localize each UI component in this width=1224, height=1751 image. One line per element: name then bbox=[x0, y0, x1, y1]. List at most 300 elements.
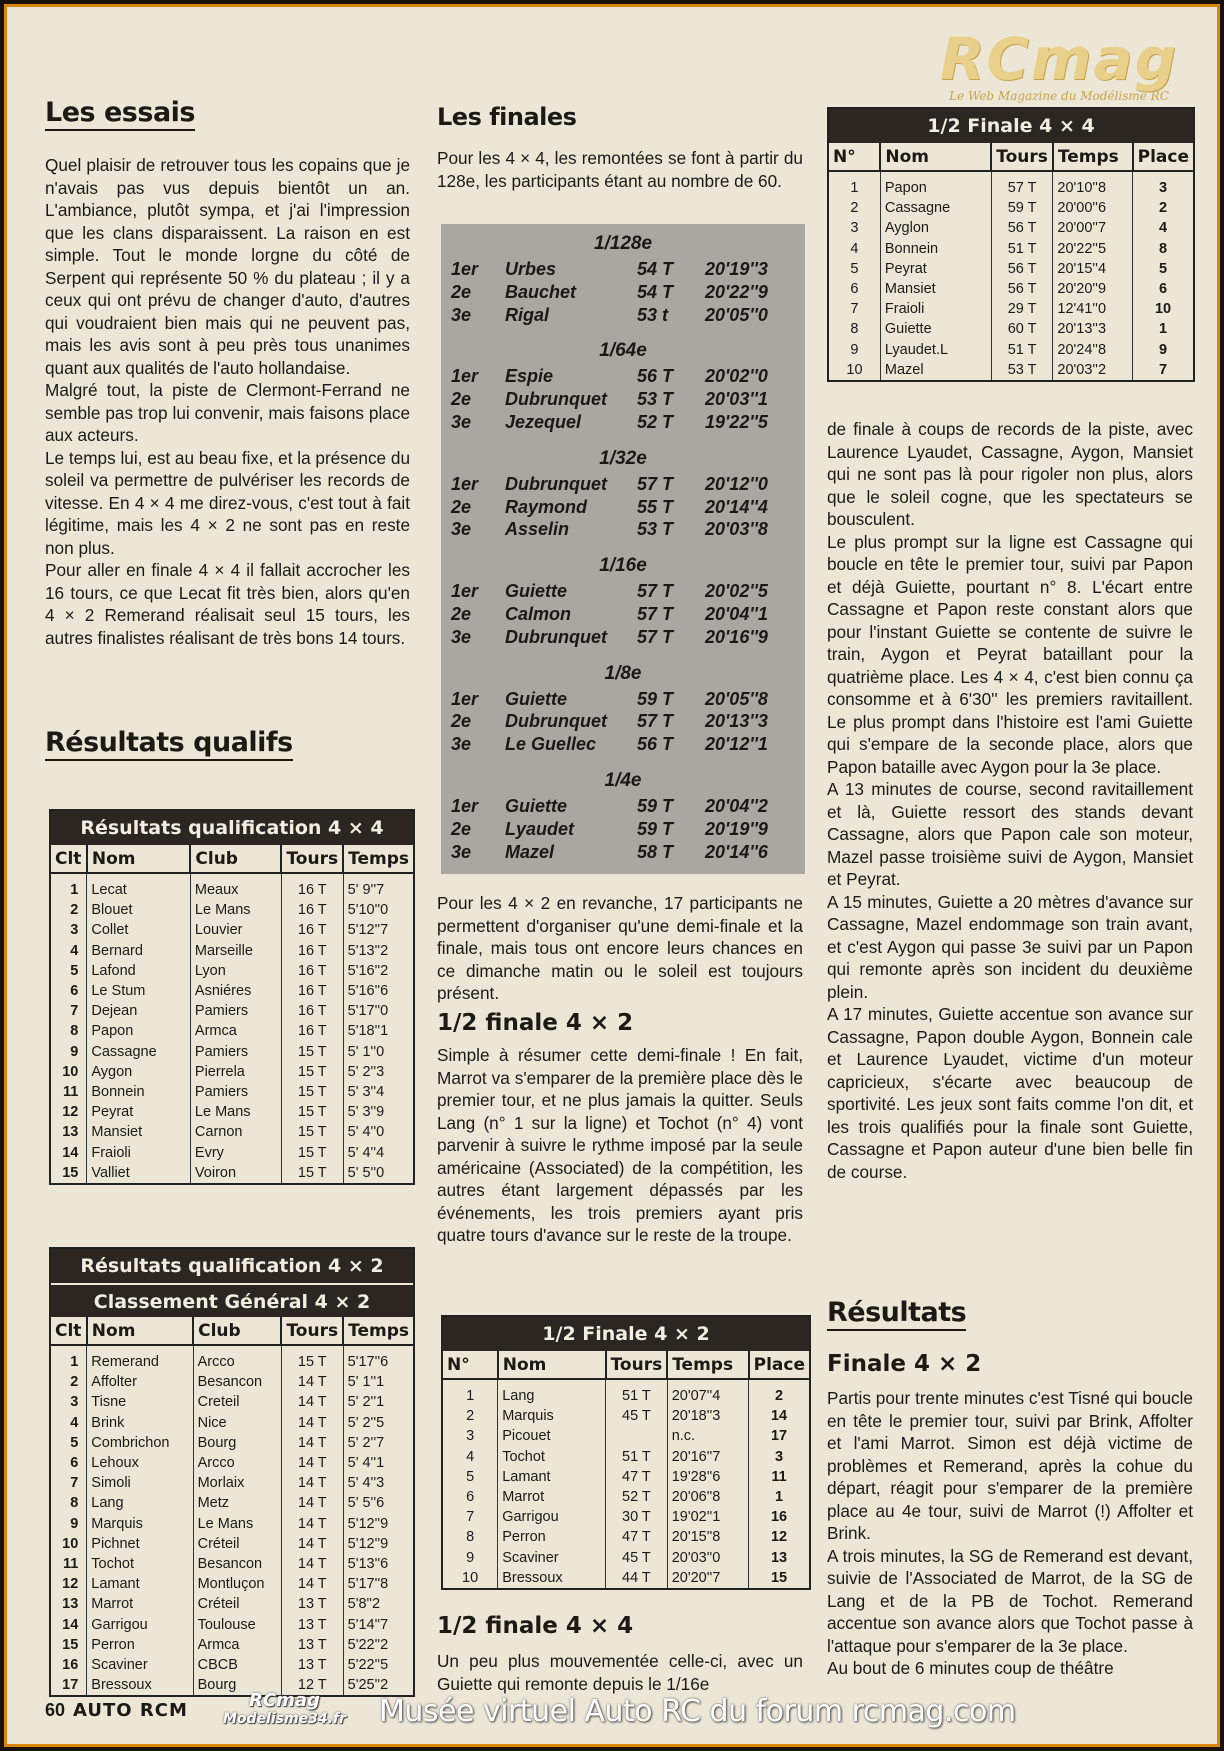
table-cell: 8 bbox=[51, 1021, 87, 1041]
col-tours: Tours bbox=[991, 143, 1053, 171]
table-cell: 3 bbox=[1159, 180, 1168, 196]
table-row bbox=[51, 1473, 413, 1493]
table-row bbox=[443, 1487, 809, 1507]
table-cell: 5'17''6 bbox=[347, 1354, 389, 1370]
round-laps: 57 T bbox=[637, 711, 674, 732]
essais-p1: Quel plaisir de retrouver tous les copains que je n'avais pas vus depuis bientôt un an. L'ambiance, plutôt sympa, et j'ai l'impression que les clans disparaissent. La raison en est simple. Tout le monde lorgne du côté de Serpent qui représente 50 % du plateau ; il y a ceux qui ont prévu de changer d'auto, d'autres qui voudraient bien mais qui ne peuvent pas, mais les avis sont à peu près tous unanimes quant aux qualités de l'auto hollandaise. bbox=[45, 155, 410, 378]
table-cell: Lehoux bbox=[87, 1453, 193, 1473]
table-cell: Papon bbox=[880, 171, 991, 198]
results-title: Résultats bbox=[827, 1297, 966, 1331]
table-cell: 12 bbox=[770, 1529, 788, 1546]
table-row bbox=[829, 319, 1193, 339]
table-cell: Bonnein bbox=[87, 1082, 191, 1102]
round-name: Le Guellec bbox=[505, 734, 597, 755]
page-number-line bbox=[45, 1700, 188, 1721]
col-temps: Temps bbox=[667, 1351, 748, 1379]
table-row bbox=[829, 299, 1193, 319]
table-cell: 15 T bbox=[281, 1122, 343, 1142]
table-row bbox=[829, 171, 1193, 198]
magazine-page bbox=[4, 4, 1220, 1747]
table-cell: 5' 1''1 bbox=[347, 1374, 385, 1391]
table-cell: Evry bbox=[190, 1143, 281, 1163]
round-name: Dubrunquet bbox=[505, 473, 607, 494]
round-laps: 57 T bbox=[637, 626, 674, 647]
table-cell: 5' 4''3 bbox=[347, 1475, 385, 1492]
round-name: Lyaudet bbox=[505, 818, 575, 839]
table-cell: 5' 2''5 bbox=[347, 1414, 385, 1431]
qual42-table bbox=[51, 1317, 413, 1695]
round-time: 20'12''0 bbox=[705, 473, 768, 494]
table-cell: Bourg bbox=[193, 1675, 281, 1695]
table-cell: 5'25''2 bbox=[347, 1677, 389, 1694]
table-cell: Créteil bbox=[193, 1594, 281, 1614]
essais-p4: Pour aller en finale 4 × 4 il fallait accrocher les 16 tours, ce que Lecat fit très bien, alors qu'en 4 × 2 Remerand réalisait seul 15 tours, les autres finalistes réalisant de très bons 14 tours. bbox=[45, 560, 410, 648]
table-row bbox=[443, 1467, 809, 1487]
table-row bbox=[51, 1122, 413, 1142]
table-cell: 16 T bbox=[281, 900, 343, 920]
table-cell: Cassagne bbox=[87, 1042, 191, 1062]
table-cell: 5'12''7 bbox=[347, 922, 389, 939]
table-cell: 6 bbox=[51, 1453, 87, 1473]
table-cell: 8 bbox=[829, 319, 880, 339]
table-cell: 7 bbox=[1159, 361, 1168, 378]
table-cell: 4 bbox=[443, 1447, 498, 1467]
round-place: 1er bbox=[451, 688, 479, 709]
round-name: Espie bbox=[505, 366, 554, 387]
table-cell: 14 T bbox=[281, 1392, 343, 1412]
table-cell: Papon bbox=[87, 1021, 191, 1041]
round-time: 20'05''8 bbox=[705, 688, 768, 709]
round-result bbox=[441, 411, 805, 434]
col-place: Place bbox=[1133, 143, 1193, 171]
col3-text bbox=[827, 418, 1193, 1183]
round-laps: 53 t bbox=[637, 304, 669, 325]
demi42-table bbox=[443, 1351, 809, 1588]
table-cell: 5' 4''4 bbox=[347, 1144, 385, 1161]
col-nom: Nom bbox=[87, 845, 191, 873]
table-cell: 51 T bbox=[991, 340, 1053, 360]
table-cell: 5'10''0 bbox=[347, 902, 389, 919]
table-cell: Tochot bbox=[87, 1554, 193, 1574]
table-cell: 5'22''5 bbox=[347, 1657, 389, 1674]
table-cell: 45 T bbox=[606, 1548, 668, 1568]
table-cell: 16 bbox=[770, 1509, 788, 1526]
table-cell: 20'16''7 bbox=[667, 1447, 748, 1467]
table-cell: Blouet bbox=[87, 900, 191, 920]
table-cell: 7 bbox=[829, 299, 880, 319]
table-cell: 5'13''2 bbox=[347, 942, 389, 959]
table-cell: 16 T bbox=[281, 941, 343, 961]
round-time: 20'05''0 bbox=[705, 304, 768, 325]
table-cell: Besancon bbox=[193, 1372, 281, 1392]
finales-rounds-box bbox=[441, 224, 805, 874]
table-cell: 15 T bbox=[281, 1062, 343, 1082]
table-cell: 20'03''0 bbox=[667, 1548, 748, 1568]
round-place: 1er bbox=[451, 366, 479, 387]
demi42-text: Simple à résumer cette demi-finale ! En fait, Marrot va s'emparer de la première place dès le premier tour, et ne plus jamais la quitter. Seuls Lang (n° 1 sur la ligne) et Tochot (n° 4) vont parvenir à suivre le rythme imposé par la seule américaine (Associated) de la compétition, les autres étant largement dépassés par les événements, les trois premiers ayant pris quatre tours d'avance sur le reste de la troupe. bbox=[437, 1045, 803, 1245]
round-name: Guiette bbox=[505, 688, 568, 709]
col-temps: Temps bbox=[1053, 143, 1133, 171]
table-cell: 4 bbox=[51, 941, 87, 961]
table-cell: 3 bbox=[51, 920, 87, 940]
round-result bbox=[441, 281, 805, 304]
table-cell: 56 T bbox=[991, 279, 1053, 299]
table-cell: 15 T bbox=[281, 1042, 343, 1062]
table-cell: 11 bbox=[51, 1082, 87, 1102]
table-row bbox=[51, 1413, 413, 1433]
table-cell: 14 T bbox=[281, 1554, 343, 1574]
table-cell: 1 bbox=[51, 873, 87, 900]
table-cell: 5' 2''3 bbox=[347, 1063, 385, 1080]
table-cell bbox=[606, 1426, 668, 1446]
col-clt: Clt bbox=[51, 845, 87, 873]
table-cell: 5'8''2 bbox=[347, 1596, 381, 1613]
table-cell: 12'41''0 bbox=[1053, 299, 1133, 319]
table-cell: Picouet bbox=[498, 1426, 606, 1446]
round-result bbox=[441, 795, 805, 818]
table-cell: 5 bbox=[443, 1467, 498, 1487]
round-result bbox=[441, 518, 805, 541]
table-cell: 4 bbox=[829, 239, 880, 259]
round-name: Jezequel bbox=[505, 411, 582, 432]
table-cell: 20'00''7 bbox=[1053, 218, 1133, 238]
table-cell: 30 T bbox=[606, 1507, 668, 1527]
table-row bbox=[443, 1406, 809, 1426]
table-row bbox=[51, 1082, 413, 1102]
table-cell: 10 bbox=[51, 1534, 87, 1554]
col-temps: Temps bbox=[343, 1317, 413, 1345]
qual44-title: Résultats qualification 4 × 4 bbox=[51, 811, 413, 845]
table-cell: 3 bbox=[775, 1448, 784, 1465]
round-name: Guiette bbox=[505, 581, 568, 602]
essais-text bbox=[45, 154, 410, 649]
col-nom: Nom bbox=[880, 143, 991, 171]
table-row bbox=[51, 1453, 413, 1473]
table-cell: 20'10''8 bbox=[1053, 171, 1133, 198]
round-laps: 54 T bbox=[637, 281, 674, 302]
table-cell: Brink bbox=[87, 1413, 193, 1433]
round-title: 1/4e bbox=[604, 769, 642, 791]
table-row bbox=[829, 340, 1193, 360]
footer-logo-1: RCmag bbox=[249, 1690, 320, 1711]
table-cell: 1 bbox=[51, 1345, 87, 1372]
table-cell: 53 T bbox=[991, 360, 1053, 380]
table-cell: 15 bbox=[51, 1635, 87, 1655]
table-row bbox=[829, 198, 1193, 218]
table-cell: Perron bbox=[498, 1527, 606, 1547]
table-cell: 20'06''8 bbox=[667, 1487, 748, 1507]
table-cell: Bernard bbox=[87, 941, 191, 961]
round-result bbox=[441, 626, 805, 649]
table-row bbox=[51, 1345, 413, 1372]
table-cell: 5' 1''0 bbox=[347, 1043, 385, 1060]
table-cell: Armca bbox=[190, 1021, 281, 1041]
col3-text-b bbox=[827, 1387, 1193, 1680]
col3-p3: A 13 minutes de course, second ravitaillement et là, Guiette ressort des stands devant Cassagne, alors que Papon cale son moteur, Mazel passe troisième suivi de Aygon, Mansiet et Peyrat. bbox=[827, 779, 1193, 889]
table-cell: 5' 5''6 bbox=[347, 1495, 385, 1512]
round-time: 19'22''5 bbox=[705, 411, 768, 432]
round-place: 2e bbox=[451, 603, 472, 624]
table-cell: 14 T bbox=[281, 1473, 343, 1493]
table-row bbox=[829, 239, 1193, 259]
table-cell: 12 T bbox=[281, 1675, 343, 1695]
table-cell: 16 T bbox=[281, 1001, 343, 1021]
table-cell: Montluçon bbox=[193, 1574, 281, 1594]
round-result bbox=[441, 365, 805, 388]
table-cell: 51 T bbox=[606, 1447, 668, 1467]
table-cell: 2 bbox=[1159, 200, 1168, 217]
table-cell: 16 T bbox=[281, 1021, 343, 1041]
table-cell: Peyrat bbox=[87, 1102, 191, 1122]
table-cell: 5' 3''4 bbox=[347, 1084, 385, 1101]
table-cell: Créteil bbox=[193, 1534, 281, 1554]
finales-text2: Pour les 4 × 2 en revanche, 17 participants ne permettent d'organiser qu'une demi-finale et la finale, mais tous ont encore leurs chances en ce dimanche matin ou le soleil est toujours présent. bbox=[437, 893, 803, 1003]
table-cell: 16 T bbox=[281, 873, 343, 900]
round-name: Dubrunquet bbox=[505, 711, 607, 732]
table-cell: 15 T bbox=[281, 1143, 343, 1163]
table-cell: 13 T bbox=[281, 1655, 343, 1675]
table-cell: Cassagne bbox=[880, 198, 991, 218]
table-row bbox=[51, 1163, 413, 1183]
table-cell: 19'28''6 bbox=[667, 1467, 748, 1487]
table-cell: 8 bbox=[443, 1527, 498, 1547]
col-temps: Temps bbox=[343, 845, 413, 873]
essais-p2: Malgré tout, la piste de Clermont-Ferrand ne semble pas trop lui convenir, mais faisons place aux acteurs. bbox=[45, 380, 410, 445]
table-cell: 13 T bbox=[281, 1615, 343, 1635]
table-cell: Mazel bbox=[880, 360, 991, 380]
table-row bbox=[51, 873, 413, 900]
table-cell: 51 T bbox=[991, 239, 1053, 259]
table-cell: Pamiers bbox=[190, 1042, 281, 1062]
table-cell: 29 T bbox=[991, 299, 1053, 319]
table-cell: Creteil bbox=[193, 1392, 281, 1412]
col-tours: Tours bbox=[606, 1351, 668, 1379]
table-cell: Marrot bbox=[87, 1594, 193, 1614]
demi44-table-title: 1/2 Finale 4 × 4 bbox=[829, 109, 1193, 143]
table-cell: 12 bbox=[51, 1574, 87, 1594]
round-time: 20'19''3 bbox=[705, 259, 768, 279]
col-nom: Nom bbox=[87, 1317, 193, 1345]
col3-p4: A 15 minutes, Guiette a 20 mètres d'avance sur Cassagne, Mazel endommage son train avant, et c'est Aygon qui passe 3e suivi par un Papon qui remonte après son incident du deuxième plein. bbox=[827, 891, 1193, 1002]
table-cell: Marrot bbox=[498, 1487, 606, 1507]
table-cell: Marseille bbox=[190, 941, 281, 961]
round-place: 1er bbox=[451, 473, 479, 494]
round-name: Urbes bbox=[505, 259, 557, 279]
table-cell: Scaviner bbox=[498, 1548, 606, 1568]
qual42-subtitle: Classement Général 4 × 2 bbox=[51, 1283, 413, 1317]
col3-p5: A 17 minutes, Guiette accentue son avance sur Cassagne, Papon double Aygon, Bonnein cale et Laurence Lyaudet, victime d'un moteur capricieux, s'écarte avec beaucoup de sportivité. Les jeux sont faits comme l'on dit, et les trois qualifiés pour la finale sont Guiette, Cassagne et Papon auteur d'une bien belle fin de course. bbox=[827, 1004, 1193, 1182]
table-cell: Pierrela bbox=[190, 1062, 281, 1082]
round-place: 1er bbox=[451, 581, 479, 602]
table-cell: 12 bbox=[51, 1102, 87, 1122]
round-name: Mazel bbox=[505, 841, 555, 862]
essais-title: Les essais bbox=[45, 97, 195, 131]
demi42-table-box bbox=[441, 1315, 811, 1590]
table-cell: 20'20''9 bbox=[1053, 279, 1133, 299]
table-cell: Asniéres bbox=[190, 981, 281, 1001]
round-laps: 53 T bbox=[637, 519, 674, 540]
round-place: 3e bbox=[451, 626, 472, 647]
table-cell: Metz bbox=[193, 1493, 281, 1513]
finales-title: Les finales bbox=[437, 103, 577, 131]
table-cell: Armca bbox=[193, 1635, 281, 1655]
table-cell: 20'15''8 bbox=[667, 1527, 748, 1547]
table-cell: Collet bbox=[87, 920, 191, 940]
table-cell: 5'18''1 bbox=[347, 1023, 389, 1040]
table-cell: Lamant bbox=[87, 1574, 193, 1594]
table-row bbox=[51, 1062, 413, 1082]
table-cell: 60 T bbox=[991, 319, 1053, 339]
table-row bbox=[51, 1493, 413, 1513]
table-cell: 20'13''3 bbox=[1053, 319, 1133, 339]
table-cell: Mansiet bbox=[880, 279, 991, 299]
qual42-title: Résultats qualification 4 × 2 bbox=[51, 1249, 413, 1283]
round-result bbox=[441, 603, 805, 626]
table-cell: 15 T bbox=[281, 1163, 343, 1183]
round-place: 2e bbox=[451, 389, 472, 410]
round-place: 2e bbox=[451, 818, 472, 839]
round-result bbox=[441, 496, 805, 519]
table-cell: 14 T bbox=[281, 1493, 343, 1513]
table-cell: 5'12''9 bbox=[347, 1535, 389, 1552]
col3-p6: Partis pour trente minutes c'est Tisné qui boucle en tête le premier tour, suivi par Brink, Affolter et l'ami Marrot. Simon est déjà victime de problèmes et Remerand, après la cohue du départ, réagit pour s'emparer de la première place au 4e tour, suivi de Marrot (!) Affolter et Brink. bbox=[827, 1388, 1193, 1543]
round-name: Raymond bbox=[505, 496, 588, 517]
table-row bbox=[443, 1548, 809, 1568]
table-cell: 1 bbox=[1159, 321, 1168, 338]
table-row bbox=[51, 981, 413, 1001]
table-cell: 47 T bbox=[606, 1527, 668, 1547]
table-cell: Marquis bbox=[498, 1406, 606, 1426]
table-cell: 2 bbox=[51, 1372, 87, 1392]
table-cell: Le Mans bbox=[190, 900, 281, 920]
demi44-table bbox=[829, 143, 1193, 380]
round-title: 1/32e bbox=[599, 447, 647, 469]
table-cell: 6 bbox=[829, 279, 880, 299]
table-cell: 10 bbox=[443, 1568, 498, 1588]
table-cell: 3 bbox=[51, 1392, 87, 1412]
table-cell: 5'22''2 bbox=[347, 1636, 389, 1653]
col-club: Club bbox=[190, 845, 281, 873]
table-row bbox=[51, 1001, 413, 1021]
essais-p3: Le temps lui, est au beau fixe, et la présence du soleil va permettre de pulvériser les records de vitesse. En 4 × 4 me direz-vous, c'est tout à fait légitime, mais les 4 × 2 ne sont pas en reste non plus. bbox=[45, 447, 410, 558]
table-cell: Lang bbox=[87, 1493, 193, 1513]
table-cell: 6 bbox=[443, 1487, 498, 1507]
round-laps: 59 T bbox=[637, 688, 674, 709]
table-cell: Toulouse bbox=[193, 1615, 281, 1635]
round-place: 3e bbox=[451, 841, 472, 862]
table-cell: 5' 3''9 bbox=[347, 1104, 385, 1121]
round-time: 20'04''2 bbox=[705, 795, 768, 816]
col-nom: Nom bbox=[498, 1351, 606, 1379]
table-cell: 5'16''2 bbox=[347, 962, 389, 979]
table-cell: 20'20''7 bbox=[667, 1568, 748, 1588]
magazine-name: AUTO RCM bbox=[73, 1700, 188, 1721]
round-title: 1/16e bbox=[599, 555, 647, 577]
table-cell: Le Mans bbox=[190, 1102, 281, 1122]
round-time: 20'03''1 bbox=[705, 389, 768, 410]
table-row bbox=[51, 920, 413, 940]
table-cell: Fraioli bbox=[87, 1143, 191, 1163]
table-cell: 1 bbox=[775, 1489, 784, 1506]
table-cell: 5' 5''0 bbox=[347, 1164, 385, 1181]
round-laps: 53 T bbox=[637, 389, 674, 410]
qual42-table-box bbox=[49, 1247, 415, 1697]
round-time: 20'12''1 bbox=[705, 734, 768, 755]
table-row bbox=[51, 1433, 413, 1453]
col-tours: Tours bbox=[281, 1317, 343, 1345]
table-cell: 52 T bbox=[606, 1487, 668, 1507]
table-cell: 14 bbox=[770, 1408, 788, 1425]
table-row bbox=[443, 1379, 809, 1406]
round-name: Guiette bbox=[505, 795, 568, 816]
table-cell: n.c. bbox=[667, 1426, 748, 1446]
table-row bbox=[51, 1514, 413, 1534]
table-cell: 5 bbox=[829, 259, 880, 279]
table-row bbox=[51, 1042, 413, 1062]
round-laps: 56 T bbox=[637, 734, 674, 755]
table-cell: Le Mans bbox=[193, 1514, 281, 1534]
round-place: 2e bbox=[451, 281, 472, 302]
table-row bbox=[51, 1574, 413, 1594]
table-row bbox=[51, 1021, 413, 1041]
round-name: Calmon bbox=[505, 603, 572, 624]
round-title: 1/8e bbox=[604, 662, 642, 684]
round-time: 20'04''1 bbox=[705, 603, 768, 624]
table-cell: 5' 9''7 bbox=[347, 882, 385, 898]
round-result bbox=[441, 473, 805, 496]
table-cell: 5'14''7 bbox=[347, 1616, 389, 1633]
table-cell: 3 bbox=[829, 218, 880, 238]
round-time: 20'16''9 bbox=[705, 626, 768, 647]
round-time: 20'13''3 bbox=[705, 711, 768, 732]
table-cell: Meaux bbox=[190, 873, 281, 900]
table-cell: 5'13''6 bbox=[347, 1556, 389, 1573]
table-cell: Tochot bbox=[498, 1447, 606, 1467]
table-cell: Valliet bbox=[87, 1163, 191, 1183]
round-place: 3e bbox=[451, 519, 472, 540]
col3-p2: Le plus prompt sur la ligne est Cassagne qui boucle en tête le premier tour, suivi par Papon et déjà Guiette, pourtant n° 8. L'écart entre Cassagne et Papon reste constant alors que pour l'instant Guiette se contente de suivre le train, Aygon et Peyrat bataillant pour la quatrième place. Les 4 × 4, c'est bien connu ça consomme et à 6'30'' les premiers ravitaillent. Le plus prompt dans l'histoire est l'ami Guiette qui s'empare de la seconde place, alors que Papon bataille avec Aygon pour la 3e place. bbox=[827, 531, 1193, 777]
round-result bbox=[441, 818, 805, 841]
qualifs-title: Résultats qualifs bbox=[45, 727, 293, 761]
table-row bbox=[51, 1534, 413, 1554]
col3-p1: de finale à coups de records de la piste, avec Laurence Lyaudet, Cassagne, Aygon, Mansiet qui ne sont pas là pour rigoler non plus, alors que le soleil cogne, que les spectateurs se bousculent. bbox=[827, 419, 1193, 529]
table-cell: Carnon bbox=[190, 1122, 281, 1142]
finale42-title: Finale 4 × 2 bbox=[827, 1351, 982, 1377]
round-time: 20'02''0 bbox=[705, 366, 768, 387]
table-row bbox=[443, 1507, 809, 1527]
table-row bbox=[443, 1527, 809, 1547]
table-row bbox=[829, 279, 1193, 299]
table-cell: 14 T bbox=[281, 1534, 343, 1554]
table-cell: Arcco bbox=[193, 1345, 281, 1372]
table-cell: 10 bbox=[829, 360, 880, 380]
table-cell: Voiron bbox=[190, 1163, 281, 1183]
table-cell: Louvier bbox=[190, 920, 281, 940]
table-cell: 6 bbox=[1159, 281, 1168, 298]
table-row bbox=[443, 1426, 809, 1446]
round-time: 20'14''4 bbox=[705, 496, 768, 517]
table-cell: Ayglon bbox=[880, 218, 991, 238]
round-place: 1er bbox=[451, 259, 479, 279]
round-laps: 57 T bbox=[637, 603, 674, 624]
table-cell: 20'00''6 bbox=[1053, 198, 1133, 218]
table-cell: 16 T bbox=[281, 981, 343, 1001]
table-cell: 6 bbox=[51, 981, 87, 1001]
round-name: Dubrunquet bbox=[505, 389, 607, 410]
table-cell: 56 T bbox=[991, 218, 1053, 238]
table-cell: Tisne bbox=[87, 1392, 193, 1412]
table-cell: Perron bbox=[87, 1635, 193, 1655]
